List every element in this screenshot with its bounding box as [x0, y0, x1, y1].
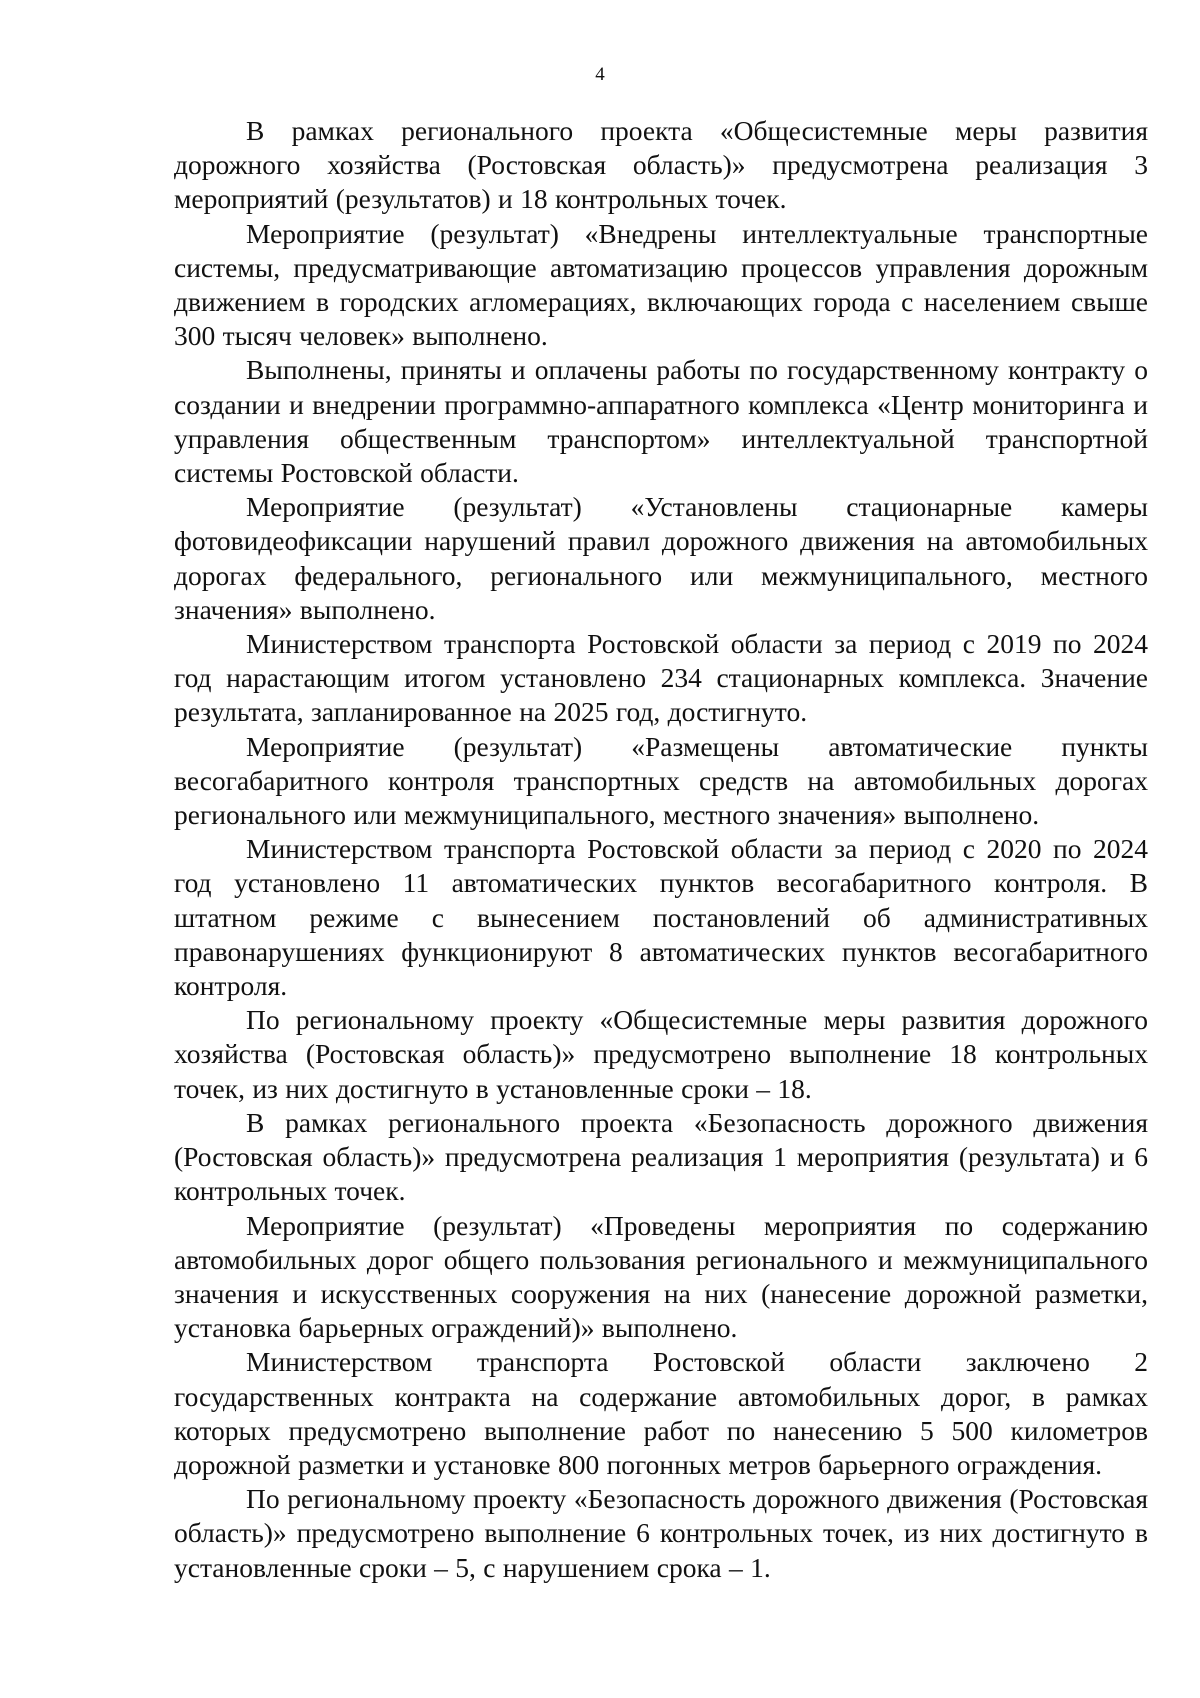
paragraph: Министерством транспорта Ростовской области заключено 2 государственных контракта на содержание автомобильных дорог, в рамках которых предусмотрено выполнение работ по нанесению 5 500 километров дорожной разметки и установке 800 погонных метров барьерного ограждения. — [174, 1346, 1148, 1480]
paragraph: Мероприятие (результат) «Проведены мероприятия по содержанию автомобильных дорог общего пользования регионального и межмуниципального значения и искусственных сооружения на них (нанесение дорожной разметки, установка барьерных ограждений)» выполнено. — [174, 1209, 1148, 1344]
paragraph: Мероприятие (результат) «Установлены стационарные камеры фотовидеофиксации нарушений правил дорожного движения на автомобильных дорогах федерального, регионального или межмуниципального, местного значения» выполнено. — [174, 491, 1148, 625]
paragraph: Мероприятие (результат) «Размещены автоматические пункты весогабаритного контроля транспортных средств на автомобильных дорогах регионального или межмуниципального, местного значения» выполнено. — [174, 730, 1148, 831]
paragraph: Министерством транспорта Ростовской области за период с 2019 по 2024 год нарастающим итогом установлено 234 стационарных комплекса. Значение результата, запланированное на 2025 год, достигнуто. — [174, 628, 1148, 728]
document-body — [174, 114, 1148, 1585]
paragraph: По региональному проекту «Безопасность дорожного движения (Ростовская область)» предусмотрено выполнение 6 контрольных точек, из них достигнуто в установленные сроки – 5, с нарушением срока – 1. — [174, 1483, 1148, 1583]
paragraph: В рамках регионального проекта «Безопасность дорожного движения (Ростовская область)» предусмотрена реализация 1 мероприятия (результата) и 6 контрольных точек. — [174, 1106, 1148, 1207]
paragraph: Министерством транспорта Ростовской области за период с 2020 по 2024 год установлено 11 автоматических пунктов весогабаритного контроля. В штатном режиме с вынесением постановлений об административных правонарушениях функционируют 8 автоматических пунктов весогабаритного контроля. — [174, 833, 1148, 1002]
paragraph: Выполнены, приняты и оплачены работы по государственному контракту о создании и внедрении программно-аппаратного комплекса «Центр мониторинга и управления общественным транспортом» интеллектуальной транспортной системы Ростовской области. — [174, 354, 1148, 489]
page-number: 4 — [595, 64, 605, 85]
paragraph: В рамках регионального проекта «Общесистемные меры развития дорожного хозяйства (Ростовская область)» предусмотрена реализация 3 мероприятий (результатов) и 18 контрольных точек. — [174, 115, 1148, 215]
paragraph: Мероприятие (результат) «Внедрены интеллектуальные транспортные системы, предусматривающие автоматизацию процессов управления дорожным движением в городских агломерациях, включающих города с населением свыше 300 тысяч человек» выполнено. — [174, 217, 1148, 352]
paragraph: По региональному проекту «Общесистемные меры развития дорожного хозяйства (Ростовская область)» предусмотрено выполнение 18 контрольных точек, из них достигнуто в установленные сроки – 18. — [174, 1004, 1148, 1104]
